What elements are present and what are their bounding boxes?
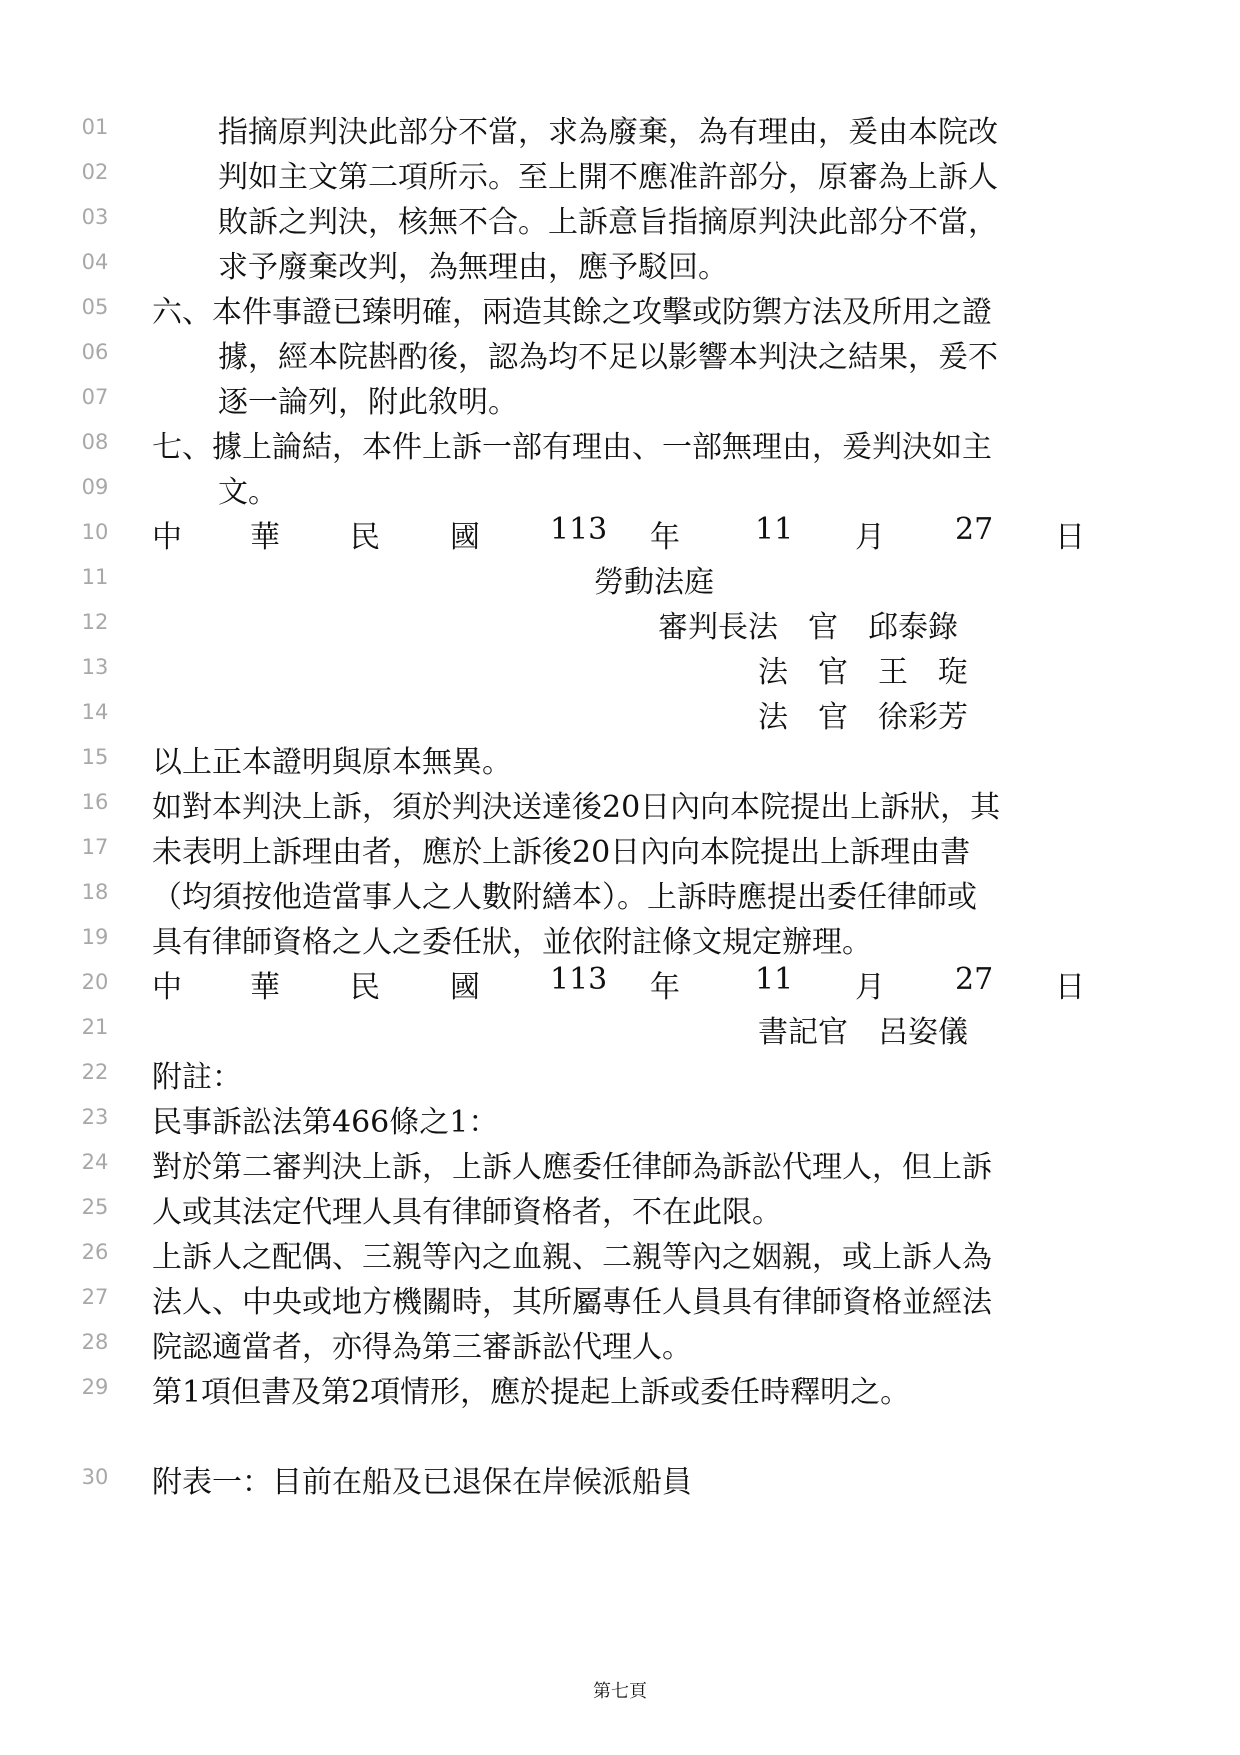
- line-number: 09: [81, 475, 109, 499]
- date-cell: 27: [955, 962, 994, 997]
- text-line: [0, 870, 1240, 918]
- text-line: [0, 1140, 1240, 1188]
- line-text: 法 官 王 琁: [758, 655, 968, 690]
- line-number: 15: [81, 745, 109, 769]
- line-number: 20: [81, 970, 109, 994]
- line-number: 11: [81, 565, 109, 589]
- date-cell: 中: [152, 520, 182, 555]
- line-number: 27: [81, 1285, 109, 1309]
- line-text: 附註：: [152, 1060, 242, 1095]
- date-cell: 國: [450, 970, 480, 1005]
- date-cell: 11: [755, 512, 794, 547]
- line-text: 法 官 徐彩芳: [758, 700, 968, 735]
- date-cell: 年: [650, 970, 680, 1005]
- line-text: 以上正本證明與原本無異。: [152, 745, 512, 780]
- text-line: [0, 240, 1240, 288]
- line-number: 22: [81, 1060, 109, 1084]
- line-number: 30: [81, 1465, 109, 1489]
- date-cell: 中: [152, 970, 182, 1005]
- line-number: 13: [81, 655, 109, 679]
- line-text: 指摘原判決此部分不當，求為廢棄，為有理由，爰由本院改: [218, 115, 998, 150]
- date-cell: 華: [250, 520, 280, 555]
- line-number: 28: [81, 1330, 109, 1354]
- line-number: 12: [81, 610, 109, 634]
- text-line: [0, 825, 1240, 873]
- line-text: 敗訴之判決，核無不合。上訴意旨指摘原判決此部分不當，: [218, 205, 998, 240]
- text-line: [0, 1275, 1240, 1323]
- text-line: [0, 1005, 1240, 1053]
- line-text: （均須按他造當事人之人數附繕本）。上訴時應提出委任律師或: [152, 880, 977, 915]
- date-cell: 華: [250, 970, 280, 1005]
- date-cell: 民: [350, 970, 380, 1005]
- text-line: [0, 510, 1240, 558]
- line-text: 書記官 呂姿儀: [758, 1015, 968, 1050]
- page-footer: 第七頁: [593, 1681, 647, 1702]
- line-number: 05: [81, 295, 109, 319]
- line-number: 21: [81, 1015, 109, 1039]
- text-line: [0, 645, 1240, 693]
- date-cell: 月: [855, 970, 885, 1005]
- line-number: 19: [81, 925, 109, 949]
- line-number: 02: [81, 160, 109, 184]
- line-text: 院認適當者，亦得為第三審訴訟代理人。: [152, 1330, 692, 1365]
- line-text: 七、據上論結，本件上訴一部有理由、一部無理由，爰判決如主: [152, 430, 992, 465]
- line-text: 對於第二審判決上訴，上訴人應委任律師為訴訟代理人，但上訴: [152, 1150, 992, 1185]
- line-text: 文。: [218, 475, 278, 510]
- text-line: [0, 375, 1240, 423]
- text-line: [0, 1230, 1240, 1278]
- line-number: 18: [81, 880, 109, 904]
- date-cell: 日: [1055, 520, 1085, 555]
- date-cell: 國: [450, 520, 480, 555]
- line-text: 逐一論列，附此敘明。: [218, 385, 518, 420]
- line-text: 附表一：目前在船及已退保在岸候派船員: [152, 1465, 692, 1500]
- line-number: 26: [81, 1240, 109, 1264]
- text-line: [0, 420, 1240, 468]
- line-number: 04: [81, 250, 109, 274]
- text-line: [0, 600, 1240, 648]
- text-line: [0, 915, 1240, 963]
- line-text: 勞動法庭: [594, 565, 714, 600]
- line-text: 六、本件事證已臻明確，兩造其餘之攻擊或防禦方法及所用之證: [152, 295, 992, 330]
- date-cell: 民: [350, 520, 380, 555]
- line-text: 據，經本院斟酌後，認為均不足以影響本判決之結果，爰不: [218, 340, 998, 375]
- line-number: 06: [81, 340, 109, 364]
- text-line: [0, 1365, 1240, 1413]
- text-line: [0, 105, 1240, 153]
- text-line: [0, 150, 1240, 198]
- date-cell: 日: [1055, 970, 1085, 1005]
- line-text: 未表明上訴理由者，應於上訴後20日內向本院提出上訴理由書: [152, 835, 971, 870]
- line-number: 17: [81, 835, 109, 859]
- line-text: 具有律師資格之人之委任狀，並依附註條文規定辦理。: [152, 925, 872, 960]
- text-line: [0, 555, 1240, 603]
- line-text: 上訴人之配偶、三親等內之血親、二親等內之姻親，或上訴人為: [152, 1240, 992, 1275]
- text-line: [0, 690, 1240, 738]
- line-text: 第1項但書及第2項情形，應於提起上訴或委任時釋明之。: [152, 1375, 911, 1410]
- line-number: 25: [81, 1195, 109, 1219]
- text-line: [0, 195, 1240, 243]
- text-line: [0, 780, 1240, 828]
- line-number: 23: [81, 1105, 109, 1129]
- text-line: [0, 1095, 1240, 1143]
- text-line: [0, 1455, 1240, 1503]
- text-line: [0, 1320, 1240, 1368]
- date-cell: 年: [650, 520, 680, 555]
- text-line: [0, 465, 1240, 513]
- line-number: 16: [81, 790, 109, 814]
- date-cell: 113: [550, 512, 608, 547]
- line-text: 如對本判決上訴，須於判決送達後20日內向本院提出上訴狀，其: [152, 790, 1001, 825]
- text-line: [0, 735, 1240, 783]
- date-cell: 月: [855, 520, 885, 555]
- date-cell: 113: [550, 962, 608, 997]
- text-line: [0, 960, 1240, 1008]
- line-text: 民事訴訟法第466條之1：: [152, 1105, 499, 1140]
- date-cell: 11: [755, 962, 794, 997]
- line-number: 24: [81, 1150, 109, 1174]
- text-line: [0, 285, 1240, 333]
- text-line: [0, 1050, 1240, 1098]
- line-text: 人或其法定代理人具有律師資格者，不在此限。: [152, 1195, 782, 1230]
- text-line: [0, 1185, 1240, 1233]
- line-text: 判如主文第二項所示。至上開不應准許部分，原審為上訴人: [218, 160, 998, 195]
- text-line: [0, 330, 1240, 378]
- line-number: 03: [81, 205, 109, 229]
- line-number: 01: [81, 115, 109, 139]
- line-number: 14: [81, 700, 109, 724]
- line-text: 審判長法 官 邱泰錄: [658, 610, 958, 645]
- line-number: 08: [81, 430, 109, 454]
- line-text: 求予廢棄改判，為無理由，應予駁回。: [218, 250, 728, 285]
- line-number: 10: [81, 520, 109, 544]
- line-number: 07: [81, 385, 109, 409]
- line-number: 29: [81, 1375, 109, 1399]
- line-text: 法人、中央或地方機關時，其所屬專任人員具有律師資格並經法: [152, 1285, 992, 1320]
- date-cell: 27: [955, 512, 994, 547]
